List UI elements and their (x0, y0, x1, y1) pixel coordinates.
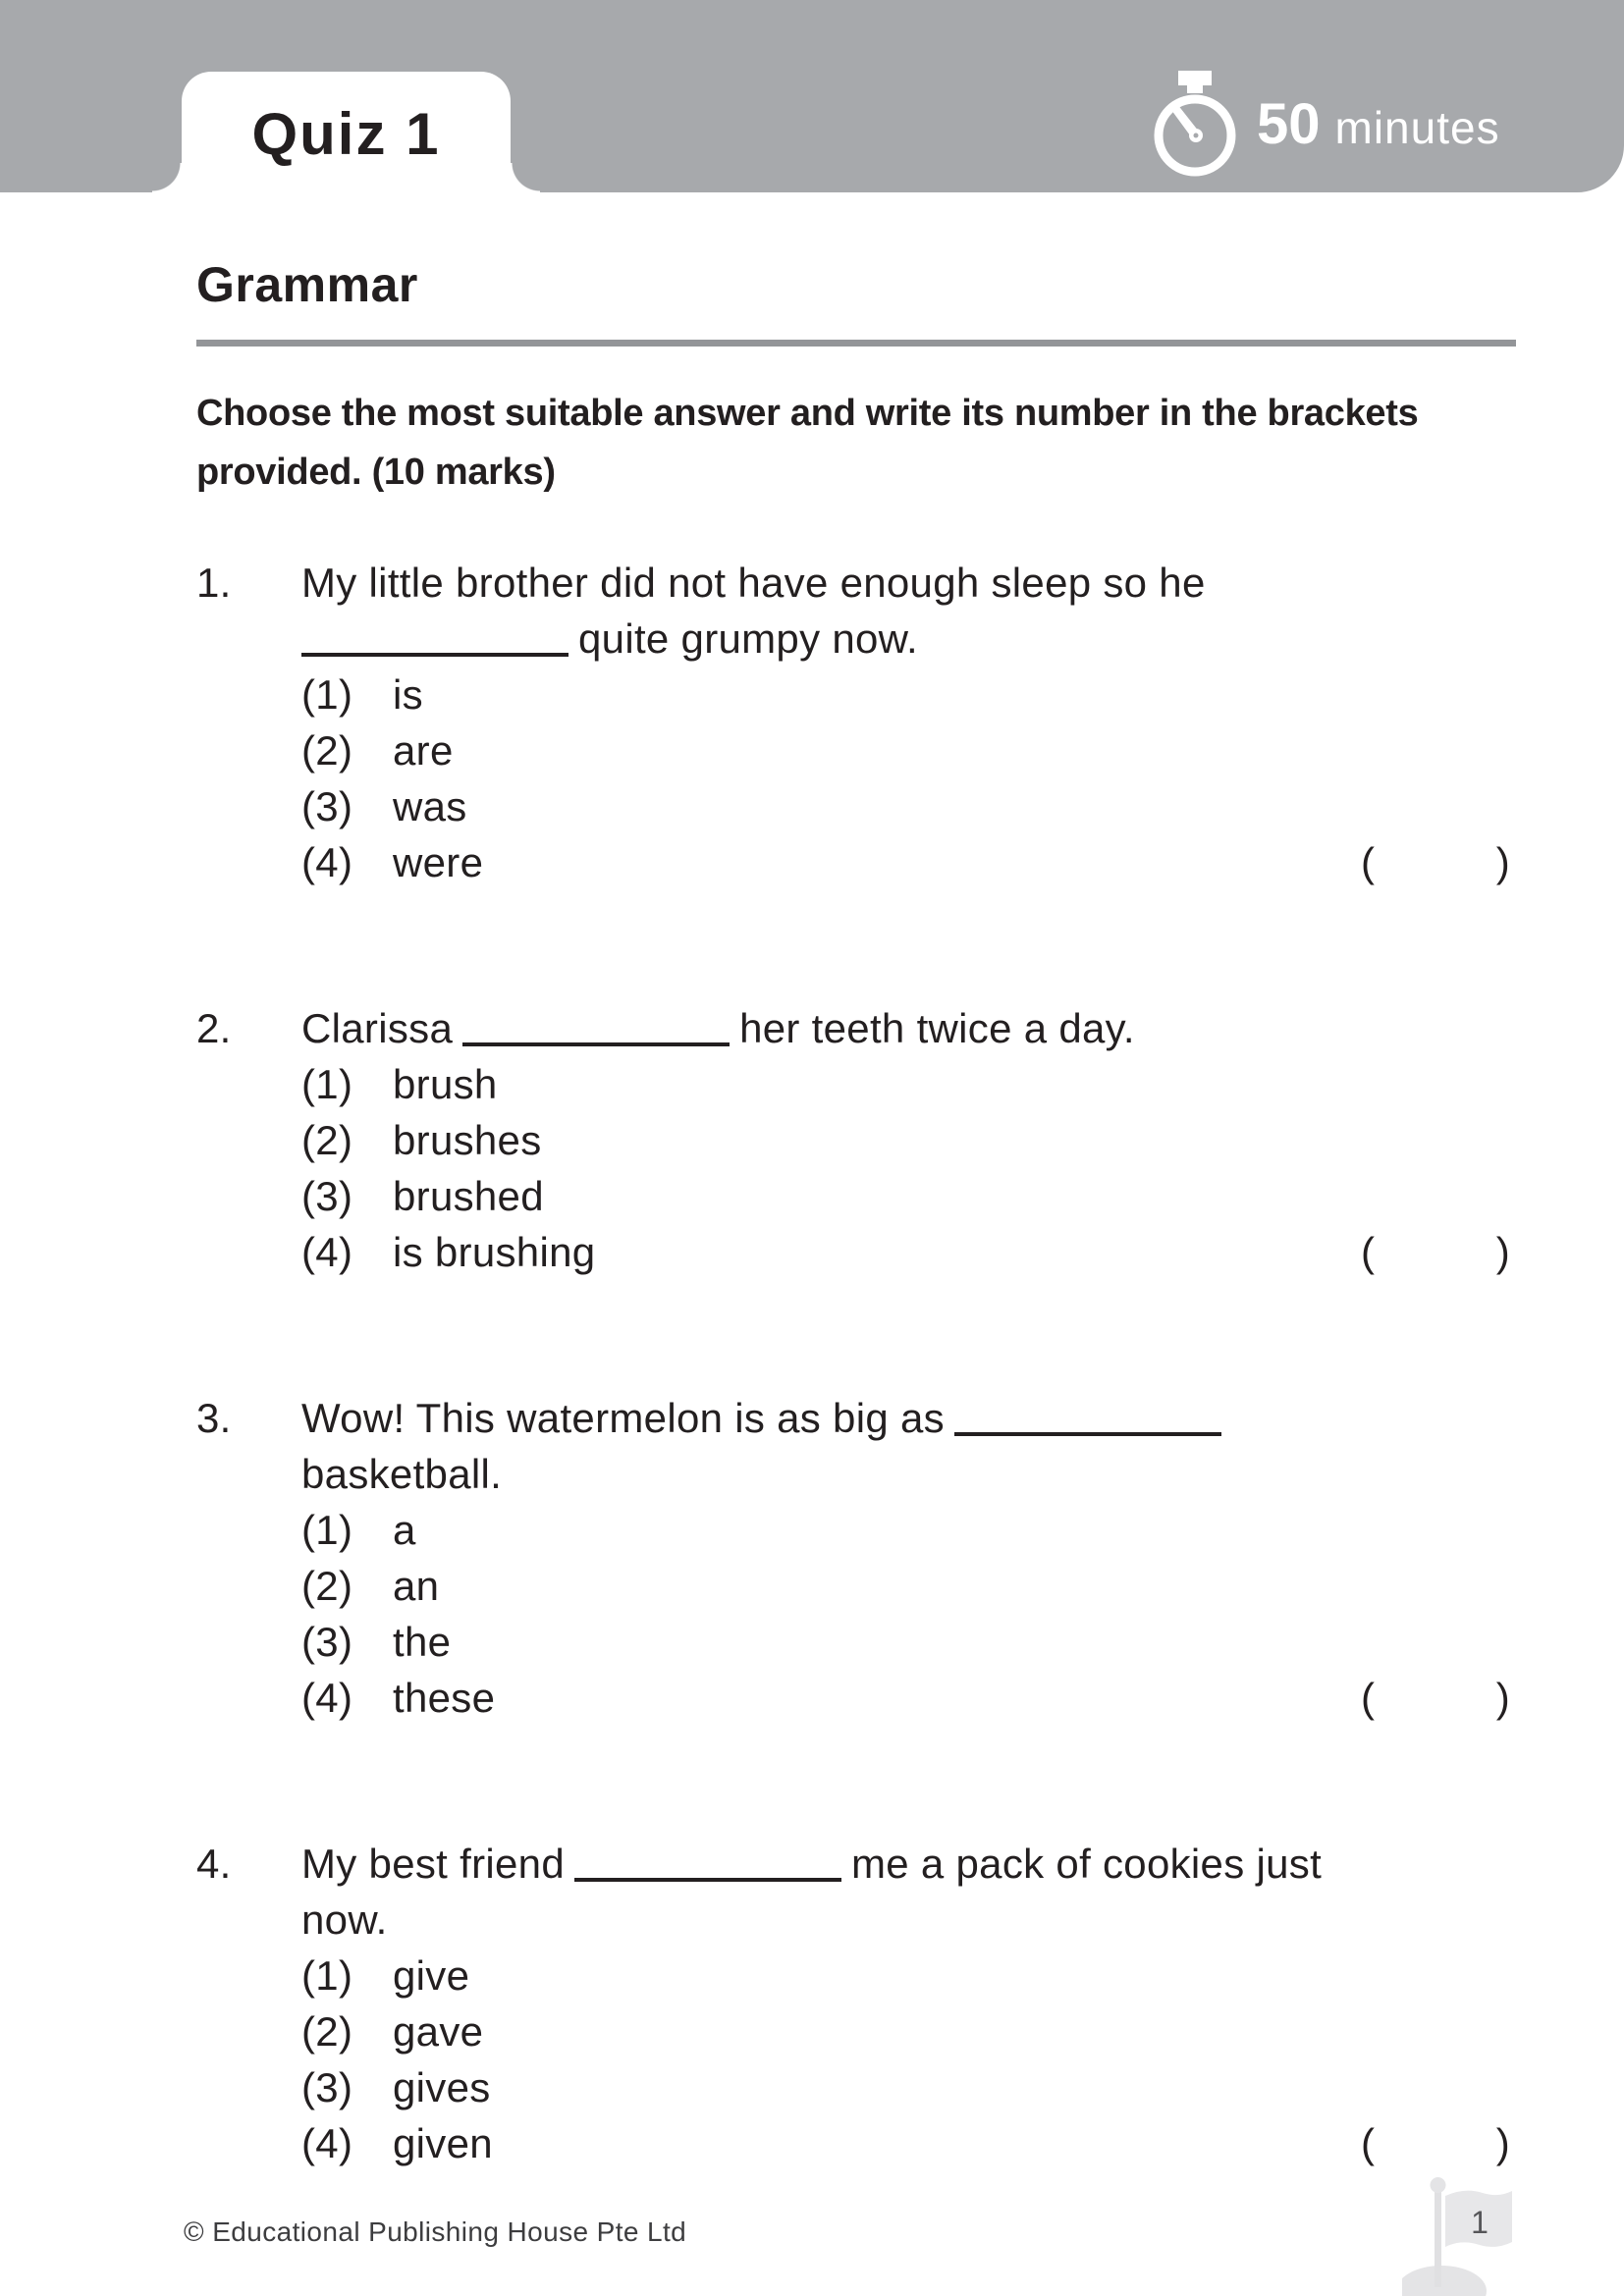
main-content (196, 257, 1516, 2281)
quiz-tab (182, 72, 511, 192)
answer-brackets (1361, 1224, 1510, 1280)
option-text: give (393, 1952, 470, 1999)
option-text: is brushing (393, 1229, 596, 1275)
option-row (301, 722, 1516, 778)
question-sentence: My little brother did not have enough sleep so he quite grumpy now. (301, 560, 1206, 662)
answer-brackets (1361, 1670, 1510, 1726)
option-text: a (393, 1507, 416, 1553)
option-label: (3) (301, 783, 353, 829)
option-text: gave (393, 2008, 484, 2055)
bracket-open: ( (1361, 1675, 1376, 1721)
bracket-close: ) (1495, 1675, 1510, 1721)
footer-copyright: © Educational Publishing House Pte Ltd (184, 2216, 687, 2247)
option-label: (1) (301, 1507, 353, 1553)
option-label: (2) (301, 727, 353, 774)
option-row (301, 2115, 1516, 2171)
instructions-line1: Choose the most suitable answer and write its number in the brackets (196, 393, 1419, 434)
option-text: the (393, 1619, 452, 1665)
option-row (301, 778, 1516, 834)
option-text: gives (393, 2064, 491, 2110)
timer (1257, 92, 1500, 156)
question-4 (196, 1836, 1516, 2171)
option-row (301, 1112, 1516, 1168)
answer-blank (301, 647, 568, 657)
bracket-open: ( (1361, 839, 1376, 885)
option-label: (4) (301, 2120, 353, 2166)
stopwatch-icon (1152, 71, 1238, 179)
option-label: (3) (301, 1619, 353, 1665)
option-label: (3) (301, 1173, 353, 1219)
option-label: (3) (301, 2064, 353, 2110)
section-rule (196, 340, 1516, 347)
option-text: is (393, 671, 423, 718)
tab-fillet-right (511, 163, 540, 192)
question-2 (196, 1000, 1516, 1280)
page-number: 1 (1471, 2205, 1489, 2240)
option-label: (4) (301, 1675, 353, 1721)
option-row (301, 667, 1516, 722)
option-row (301, 2003, 1516, 2059)
option-label: (2) (301, 1563, 353, 1609)
answer-brackets (1361, 2115, 1510, 2171)
option-text: brushes (393, 1117, 542, 1163)
option-label: (4) (301, 1229, 353, 1275)
option-label: (2) (301, 2008, 353, 2055)
question-number: 2. (196, 1005, 232, 1051)
option-text: brushed (393, 1173, 544, 1219)
option-row (301, 1614, 1516, 1670)
option-label: (1) (301, 1952, 353, 1999)
timer-minutes-unit: minutes (1334, 102, 1500, 153)
option-text: was (393, 783, 467, 829)
option-row (301, 834, 1516, 890)
option-row (301, 1558, 1516, 1614)
option-text: an (393, 1563, 440, 1609)
answer-blank (954, 1426, 1221, 1436)
instructions (196, 384, 1516, 502)
option-text: given (393, 2120, 493, 2166)
option-row (301, 1948, 1516, 2003)
option-label: (1) (301, 1061, 353, 1107)
option-row (301, 1224, 1516, 1280)
option-text: these (393, 1675, 496, 1721)
question-number: 1. (196, 560, 232, 606)
answer-blank (574, 1872, 841, 1882)
option-text: were (393, 839, 484, 885)
option-label: (1) (301, 671, 353, 718)
question-3 (196, 1390, 1516, 1726)
page-number-flag-icon (1402, 2171, 1522, 2296)
question-1 (196, 555, 1516, 890)
option-row (301, 1670, 1516, 1726)
bracket-close: ) (1495, 1229, 1510, 1275)
answer-blank (462, 1037, 730, 1046)
option-row (301, 1056, 1516, 1112)
option-label: (2) (301, 1117, 353, 1163)
question-number: 3. (196, 1395, 232, 1441)
question-number: 4. (196, 1841, 232, 1887)
bracket-close: ) (1495, 839, 1510, 885)
bracket-open: ( (1361, 2120, 1376, 2166)
timer-minutes-value: 50 (1257, 92, 1321, 156)
question-sentence: Clarissa her teeth twice a day. (301, 1005, 1135, 1051)
option-row (301, 2059, 1516, 2115)
question-sentence: My best friend me a pack of cookies just now. (301, 1841, 1323, 1943)
option-text: are (393, 727, 454, 774)
quiz-tab-title: Quiz 1 (251, 101, 441, 167)
bracket-close: ) (1495, 2120, 1510, 2166)
instructions-line2: provided. (10 marks) (196, 452, 556, 493)
question-list (196, 555, 1516, 2171)
option-text: brush (393, 1061, 498, 1107)
section-title: Grammar (196, 257, 418, 312)
question-sentence: Wow! This watermelon is as big as basketball. (301, 1390, 1516, 1502)
option-row (301, 1168, 1516, 1224)
bracket-open: ( (1361, 1229, 1376, 1275)
tab-fillet-left (152, 163, 182, 192)
answer-brackets (1361, 834, 1510, 890)
option-label: (4) (301, 839, 353, 885)
option-row (301, 1502, 1516, 1558)
